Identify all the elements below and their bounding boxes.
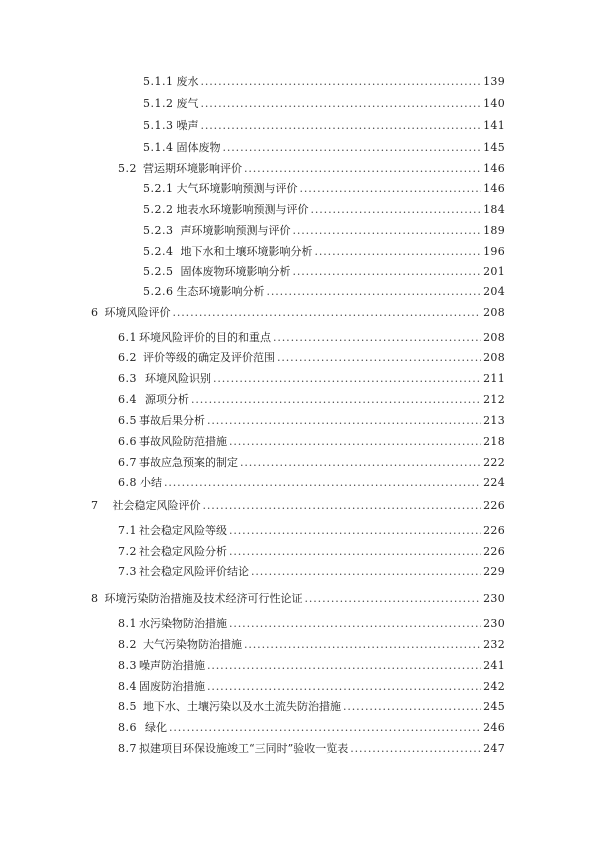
toc-entry[interactable] xyxy=(143,181,505,197)
toc-entry-page: 247 xyxy=(483,742,505,755)
toc-entry-title: 拟建项目环保设施竣工“三同时”验收一览表 xyxy=(139,742,349,755)
toc-entry[interactable] xyxy=(118,544,505,560)
toc-entry-page: 218 xyxy=(483,435,505,448)
toc-entry-title: 废气 xyxy=(176,97,199,110)
toc-entry[interactable] xyxy=(143,202,505,218)
toc-entry-number: 5.1.2 xyxy=(143,97,174,110)
dot-leader xyxy=(191,392,481,408)
toc-entry-number: 6.8 xyxy=(118,476,137,489)
toc-entry-title: 固体废物 xyxy=(176,141,221,154)
toc-entry-number: 5.2.4 xyxy=(143,245,174,258)
toc-entry-title: 社会稳定风险评价 xyxy=(112,499,201,512)
toc-entry-number: 5.2.1 xyxy=(143,182,174,195)
toc-entry-title: 噪声 xyxy=(176,119,199,132)
dot-leader xyxy=(229,544,481,560)
toc-entry[interactable] xyxy=(118,679,505,695)
toc-entry[interactable] xyxy=(118,371,505,387)
toc-entry[interactable] xyxy=(118,455,505,471)
toc-entry-page: 222 xyxy=(483,456,505,469)
toc-entry[interactable] xyxy=(118,413,505,429)
toc-entry-number: 5.1.1 xyxy=(143,75,174,88)
toc-entry-title: 大气环境影响预测与评价 xyxy=(176,182,298,195)
toc-entry-page: 208 xyxy=(483,351,505,364)
toc-entry-number: 5.2 xyxy=(118,162,137,175)
dot-leader xyxy=(315,244,482,260)
toc-entry-number: 8.5 xyxy=(118,700,137,713)
toc-entry[interactable] xyxy=(118,616,505,632)
toc-entry[interactable] xyxy=(118,658,505,674)
toc-entry-number: 8.3 xyxy=(118,659,137,672)
toc-entry[interactable] xyxy=(143,244,505,260)
dot-leader xyxy=(305,591,482,607)
toc-entry[interactable] xyxy=(143,74,505,90)
toc-chapter[interactable] xyxy=(91,591,505,607)
dot-leader xyxy=(203,498,482,514)
dot-leader xyxy=(164,475,481,491)
toc-entry[interactable] xyxy=(118,161,505,177)
toc-entry[interactable] xyxy=(118,741,505,757)
toc-entry[interactable] xyxy=(143,284,505,300)
toc-entry-number: 5.2.6 xyxy=(143,285,174,298)
toc-entry-number: 6.6 xyxy=(118,435,137,448)
dot-leader xyxy=(213,371,481,387)
toc-entry-title: 固废防治措施 xyxy=(139,680,205,693)
toc-entry[interactable] xyxy=(118,523,505,539)
dot-leader xyxy=(229,523,481,539)
toc-entry[interactable] xyxy=(143,140,505,156)
toc-entry-number: 8.1 xyxy=(118,617,137,630)
toc-entry-page: 241 xyxy=(483,659,505,672)
toc-entry[interactable] xyxy=(118,637,505,653)
toc-entry-page: 146 xyxy=(483,162,505,175)
dot-leader xyxy=(240,455,481,471)
dot-leader xyxy=(277,350,481,366)
toc-entry-page: 213 xyxy=(483,414,505,427)
toc-entry-number: 6.4 xyxy=(118,393,137,406)
toc-entry-title: 社会稳定风险等级 xyxy=(139,524,227,537)
toc-entry-number: 8.7 xyxy=(118,742,137,755)
toc-entry-number: 6.7 xyxy=(118,456,137,469)
toc-entry-number: 6.2 xyxy=(118,351,137,364)
toc-entry-page: 139 xyxy=(483,75,505,88)
toc-entry-title: 生态环境影响分析 xyxy=(176,285,265,298)
toc-entry-page: 208 xyxy=(483,331,505,344)
dot-leader xyxy=(223,140,482,156)
toc-entry-page: 212 xyxy=(483,393,505,406)
toc-entry-page: 226 xyxy=(483,499,505,512)
toc-entry-number: 7.3 xyxy=(118,565,137,578)
toc-entry-page: 229 xyxy=(483,565,505,578)
dot-leader xyxy=(293,223,482,239)
toc-entry-page: 146 xyxy=(483,182,505,195)
toc-entry-number: 6.3 xyxy=(118,372,137,385)
toc-entry-title: 营运期环境影响评价 xyxy=(143,162,242,175)
toc-entry[interactable] xyxy=(118,434,505,450)
toc-entry-page: 140 xyxy=(483,97,505,110)
toc-entry-title: 事故后果分析 xyxy=(139,414,205,427)
toc-entry-number: 5.2.2 xyxy=(143,203,174,216)
toc-entry-title: 社会稳定风险评价结论 xyxy=(139,565,249,578)
toc-entry-number: 8.4 xyxy=(118,680,137,693)
toc-entry-title: 绿化 xyxy=(145,721,167,734)
toc-entry-number: 8 xyxy=(91,592,99,605)
toc-entry-title: 环境风险识别 xyxy=(145,372,211,385)
toc-entry-title: 事故风险防范措施 xyxy=(139,435,227,448)
dot-leader xyxy=(300,181,482,197)
dot-leader xyxy=(350,741,481,757)
toc-entry-title: 小结 xyxy=(140,476,162,489)
dot-leader xyxy=(207,413,481,429)
toc-entry[interactable] xyxy=(118,720,505,736)
toc-entry-title: 环境污染防治措施及技术经济可行性论证 xyxy=(104,592,303,605)
toc-chapter[interactable] xyxy=(91,498,505,514)
toc-entry-title: 声环境影响预测与评价 xyxy=(180,224,291,237)
toc-entry-title: 地下水和土壤环境影响分析 xyxy=(180,245,313,258)
toc-entry-title: 大气污染物防治措施 xyxy=(143,638,242,651)
dot-leader xyxy=(207,658,481,674)
toc-entry-page: 189 xyxy=(483,224,505,237)
dot-leader xyxy=(207,679,481,695)
toc-entry-title: 环境风险评价 xyxy=(104,306,171,319)
toc-entry-page: 201 xyxy=(483,265,505,278)
toc-chapter[interactable] xyxy=(91,305,505,321)
toc-entry-page: 196 xyxy=(483,245,505,258)
toc-entry-number: 6.5 xyxy=(118,414,137,427)
toc-entry-page: 204 xyxy=(483,285,505,298)
dot-leader xyxy=(173,305,482,321)
toc-entry[interactable] xyxy=(118,699,505,715)
toc-entry-number: 7 xyxy=(91,499,99,512)
toc-entry[interactable] xyxy=(143,96,505,112)
toc-entry-page: 145 xyxy=(483,141,505,154)
toc-entry-title: 源项分析 xyxy=(145,393,189,406)
toc-entry[interactable] xyxy=(118,564,505,580)
dot-leader xyxy=(244,637,481,653)
toc-entry-title: 地表水环境影响预测与评价 xyxy=(176,203,309,216)
toc-entry-title: 环境风险评价的目的和重点 xyxy=(139,331,271,344)
toc-entry[interactable] xyxy=(118,330,505,346)
dot-leader xyxy=(311,202,482,218)
toc-entry-page: 242 xyxy=(483,680,505,693)
dot-leader xyxy=(201,74,482,90)
dot-leader xyxy=(343,699,481,715)
toc-entry-page: 141 xyxy=(483,119,505,132)
toc-entry[interactable] xyxy=(143,264,505,280)
toc-entry-title: 废水 xyxy=(176,75,199,88)
toc-entry-title: 社会稳定风险分析 xyxy=(139,545,227,558)
toc-entry[interactable] xyxy=(118,392,505,408)
toc-entry-title: 水污染物防治措施 xyxy=(139,617,227,630)
toc-entry-page: 226 xyxy=(483,524,505,537)
toc-entry-number: 8.2 xyxy=(118,638,137,651)
toc-entry[interactable] xyxy=(118,350,505,366)
dot-leader xyxy=(267,284,482,300)
dot-leader xyxy=(229,434,481,450)
dot-leader xyxy=(244,161,481,177)
toc-entry-page: 184 xyxy=(483,203,505,216)
dot-leader xyxy=(201,96,482,112)
toc-entry-number: 6.1 xyxy=(118,331,137,344)
toc-entry-page: 246 xyxy=(483,721,505,734)
toc-entry-page: 230 xyxy=(483,617,505,630)
toc-entry[interactable] xyxy=(118,475,505,491)
dot-leader xyxy=(251,564,481,580)
dot-leader xyxy=(273,330,481,346)
toc-entry-page: 224 xyxy=(483,476,505,489)
toc-entry-number: 5.2.3 xyxy=(143,224,174,237)
toc-entry-page: 232 xyxy=(483,638,505,651)
toc-entry-number: 6 xyxy=(91,306,99,319)
toc-entry-page: 211 xyxy=(483,372,505,385)
dot-leader xyxy=(169,720,481,736)
dot-leader xyxy=(229,616,481,632)
toc-entry-page: 230 xyxy=(483,592,505,605)
toc-entry-number: 5.1.4 xyxy=(143,141,174,154)
toc-entry-number: 5.1.3 xyxy=(143,119,174,132)
dot-leader xyxy=(293,264,482,280)
toc-entry-number: 7.2 xyxy=(118,545,137,558)
toc-entry-number: 5.2.5 xyxy=(143,265,174,278)
dot-leader xyxy=(201,118,482,134)
toc-entry-page: 226 xyxy=(483,545,505,558)
toc-entry-number: 7.1 xyxy=(118,524,137,537)
toc-entry-title: 评价等级的确定及评价范围 xyxy=(143,351,275,364)
toc-entry-title: 地下水、土壤污染以及水土流失防治措施 xyxy=(143,700,341,713)
toc-entry-title: 噪声防治措施 xyxy=(139,659,205,672)
toc-entry[interactable] xyxy=(143,223,505,239)
toc-entry-number: 8.6 xyxy=(118,721,137,734)
toc-entry[interactable] xyxy=(143,118,505,134)
toc-entry-title: 事故应急预案的制定 xyxy=(139,456,238,469)
toc-entry-title: 固体废物环境影响分析 xyxy=(180,265,291,278)
toc-entry-page: 208 xyxy=(483,306,505,319)
toc-entry-page: 245 xyxy=(483,700,505,713)
